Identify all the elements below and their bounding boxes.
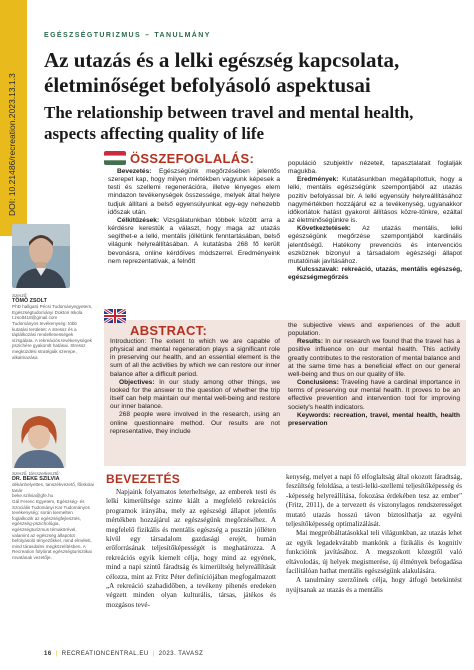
author-email: beke.szilvia@gfe.hu [12, 493, 54, 499]
paragraph: Eredmények: Kutatásunkban megállapítottuk, hogy a lelki, mentális egészségünk szempontjából az utazás pozitív befolyással bír. A lelki egyensúly helyreállításához nagymértékben hozzájárul ez a tevékenység, ugyanakkor időkorlátok hatást gyakorol állításos közre-tűnkre, ezáltal az életminőségünkre is. [288, 176, 462, 225]
section-kicker [44, 32, 211, 39]
paragraph: A tanulmány szerzőinek célja, hogy átfogó betekintést nyújtsanak az utazás és a mentális [286, 576, 462, 594]
paragraph: Célkitűzések: Vizsgálatunkban többek között arra a kérdésre kerestük a választ, hogy maga az utazás segíthet-e a lelki, mentális jóllétünk fenntartásában, belső világunk helyreállításában. A kutatásba 268 fő került bevonásra, online kérdőíves módszerrel. Eredményeink nem reprezentatívak, a felnőtt [108, 216, 280, 265]
page-number: 16 [44, 651, 52, 657]
bevezetes-right-column [286, 473, 462, 595]
paragraph: Kulcsszavak: rekreáció, utazás, mentális egészség, egészségmegőrzés [288, 266, 462, 282]
author-role: Szerző, társszerkesztő: [12, 471, 60, 476]
paragraph: the subjective views and experiences of the adult population. [288, 322, 460, 338]
paragraph: Objectives: In our study among other things, we looked for the answer to the question of whether the trip itself can help maintain our mental well-being and restore our inner balance. [110, 378, 280, 411]
article-type: TANULMÁNY [154, 32, 211, 39]
author-photo-beke [12, 408, 66, 468]
paragraph: Keywords: recreation, travel, mental health, health preservation [288, 411, 460, 427]
paragraph: populáció szubjektív nézeteit, tapasztalatait foglalják magukba. [288, 160, 462, 176]
paragraph: Bevezetés: Egészségünk megőrzésében jelentős szerepet kap, hogy milyen mértékben vagyunk képesek a testi és szellemi regenerációra, illetve lényeges elem mindazon tevékenységek összessége, melyek által helyre tudjuk állítani a belső egyensúlyunkat egy-egy nehezebb időszak után. [108, 168, 280, 216]
abstract-right-column [288, 322, 460, 428]
doi-label: DOI: 10.21486/recreation.2023.13.1.3 [7, 73, 17, 216]
author-name: DR. BEKE SZILVIA [12, 475, 60, 482]
author-bio: dékánhelyettes, tanszékvezető, főiskolai tanár [12, 482, 94, 493]
bevezetes-heading: BEVEZETÉS [106, 472, 181, 486]
author-bio: PhD hallgató Pécsi Tudományegyetem, Egészségtudományi Doktori Iskola [12, 304, 93, 315]
hungarian-flag-icon [104, 151, 126, 165]
author-name: TÖMÖ ZSOLT [12, 297, 47, 304]
author-info-tomo [12, 293, 94, 360]
author-role: Szerző: [12, 293, 28, 298]
site-name: RECREATIONCENTRAL.EU [61, 651, 149, 657]
page-footer: 16 | RECREATIONCENTRAL.EU | 2023. TAVASZ [44, 651, 204, 657]
paragraph: Következtetések: Az utazás mentális, lelki egészségünk megőrzése szempontjából kardinális jelentőségű. Hatékony prevenciós és intervenciós eszköznek bizonyul a társadalom egészségi állapot mutatóinak javításához. [288, 225, 462, 265]
osszefoglalas-left-column [108, 168, 280, 266]
paragraph: Mai megpróbáltatásokkal teli világunkban, az utazás lehet az egyik legadekvátabb mankónk a fizikális és kognitív funkcióink javításához. A megszokott közegtől való eltávolodás, új helyek megismerése, új élmények befogadása facilitálóan hathat mentális egészségünk alakulására. [286, 529, 462, 576]
title-english: The relationship between travel and mental health, aspects affecting quality of life [44, 103, 414, 143]
author-details: Gál Ferenc Egyetem, Egészség- és Szociális Tudományi Kar Tudományos tevékenység: során kiemelten foglalkozik az egészségfejlesztés, egészség-pszichológia, egészségturizmus témakörével, valamint az egészség állapotot befolyásoló tényezőkkel, mind elméleti, mind tárasdalmi megközelítésben. A Recreation folyóirat egészségturisztikai rovatának vezetője. [12, 498, 92, 560]
kicker-dash: – [145, 32, 151, 39]
paragraph: Results: In our research we found that the travel has a positive influence on our mental health. This activity greatly contributes to the restoration of mental balance and at the same time has a beneficial effect on our general well-being and thus on our quality of life. [288, 338, 460, 378]
issue-label: 2023. TAVASZ [158, 651, 204, 657]
abstract-heading: ABSTRACT: [130, 323, 208, 338]
author-photo-tomo [12, 224, 70, 288]
author-info-beke [12, 471, 94, 561]
osszefoglalas-heading: ÖSSZEFOGLALÁS: [130, 151, 255, 166]
author-details: Tudományos tevékenység: több kutatási területet: A stressz és a táplálkozási rendellenességek vizsgálata. A rekreációs tevékenységek pszichére gyakorolt hatásai. Stressz megküzdési stratégiák szerepe, alkalmazása [12, 320, 92, 360]
osszefoglalas-right-column [288, 160, 462, 282]
uk-flag-icon [104, 309, 126, 323]
section-name: EGÉSZSÉGTURIZMUS [44, 32, 142, 39]
title-hungarian: Az utazás és a lelki egészség kapcsolata, életminőséget befolyásoló aspektusai [44, 48, 400, 97]
abstract-left-column [110, 338, 280, 436]
paragraph: Napjaink folyamatos leterheltsége, az emberek testi és lelki kimerültsége szinte kiált a megfelelő rekreációs programok irányába, mely az egészségi állapot jelentős mértékben hozzájárul az egészségünk megőrzéséhez. A megfelelő fizikális és mentális egészség a pusztán jólléten kívül egy társadalom gazdasági erejét, humán erőforrásának teljesítőképességét is meghatározza. A rekreációs egyik kiemelt célja, hogy mind az egyének, mind a napi szintű fáradtság és kimerültség helyreállítását célozza, mint az Fritz Péter definíciójában megfogalmazott „A rekreáció szabadidőben, a tevékeny pihenés eredeken végzett minden olyan kulturális, társas, játékos és mozgásos tevé- [106, 488, 276, 609]
paragraph: Conclusions: Traveling have a cardinal importance in terms of preserving our mental health. It proves to be an effective prevention and intervention tool for improving society's health indicators. [288, 379, 460, 411]
paragraph: kenység, melyet a napi fő elfoglaltság által okozott fáradtság, feszültség feloldása, a testi-lelki-szellemi teljesítőképesség és -képesség helyreállítása, fokozása érdekében tesz az ember" (Fritz, 2011), de a tervezett és viszonylagos rendszerességet mutató utazás hosszú távon biztosíthatja az egyéni teljesítőképesség optimalizálását. [286, 473, 462, 529]
paragraph: Introduction: The extent to which we are capable of physical and mental regeneration plays a significant role in preserving our health, and an essential element is the sum of all the activities by which we can restore our inner balance after a difficult period. [110, 338, 280, 378]
author-email: t.zsolt418@gmail.com [12, 315, 58, 321]
paragraph: 268 people were involved in the research, using an online questionnaire method. Our results are not representative, they include [110, 411, 280, 435]
bevezetes-left-column [106, 488, 276, 610]
